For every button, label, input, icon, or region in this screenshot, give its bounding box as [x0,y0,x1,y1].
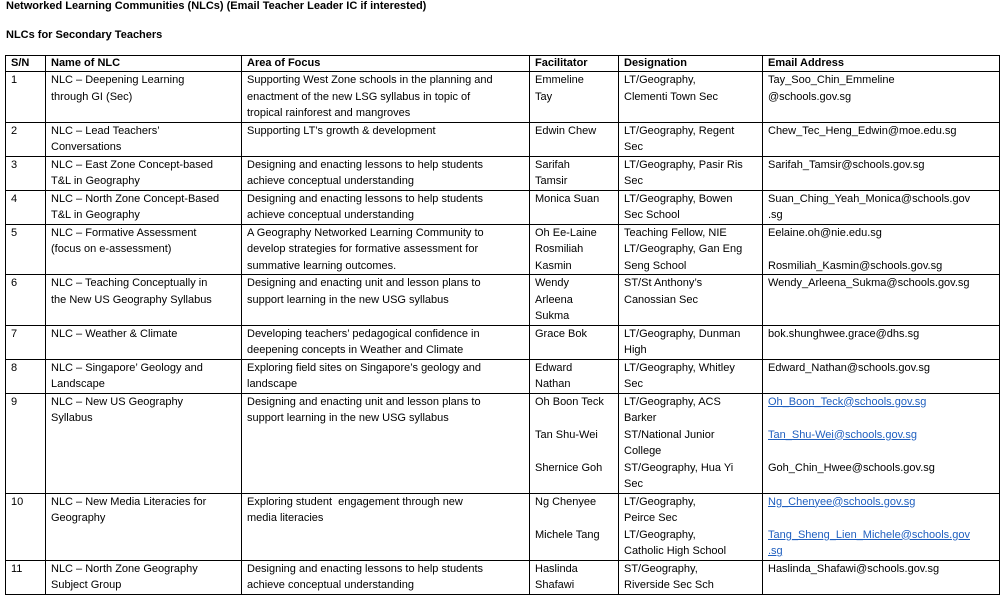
table-row [6,493,1000,560]
cell-sn: 4 [6,190,46,224]
cell-nlc-name: NLC – New US Geography Syllabus [46,393,242,493]
cell-email: Edward_Nathan@schools.gov.sg [763,359,1000,393]
table-row [6,359,1000,393]
cell-nlc-name: NLC – Lead Teachers’ Conversations [46,122,242,156]
cell-facilitator: Grace Bok [530,325,619,359]
header-focus: Area of Focus [242,56,530,72]
cell-facilitator: Edward Nathan [530,359,619,393]
cell-facilitator: Sarifah Tamsir [530,156,619,190]
cell-nlc-name: NLC – Teaching Conceptually in the New US Geography Syllabus [46,275,242,326]
cell-email [763,393,1000,493]
email-text: Goh_Chin_Hwee@schools.gov.sg [768,461,935,474]
table-row [6,72,1000,123]
cell-designation: ST/Geography, Riverside Sec Sch [619,560,763,594]
table-row [6,393,1000,493]
cell-designation: LT/Geography, Clementi Town Sec [619,72,763,123]
cell-focus: Designing and enacting unit and lesson plans to support learning in the new USG syllabus [242,393,530,493]
cell-focus: Designing and enacting lessons to help students achieve conceptual understanding [242,190,530,224]
cell-designation: LT/Geography, Peirce Sec LT/Geography, Catholic High School [619,493,763,560]
cell-nlc-name: NLC – North Zone Geography Subject Group [46,560,242,594]
cell-sn: 7 [6,325,46,359]
cell-sn: 10 [6,493,46,560]
cell-email: Wendy_Arleena_Sukma@schools.gov.sg [763,275,1000,326]
cell-nlc-name: NLC – North Zone Concept-Based T&L in Geography [46,190,242,224]
cell-focus: Designing and enacting unit and lesson plans to support learning in the new USG syllabus [242,275,530,326]
email-link[interactable]: Tang_Sheng_Lien_Michele@schools.gov .sg [768,528,970,557]
cell-focus: Exploring student engagement through new media literacies [242,493,530,560]
cell-nlc-name: NLC – Singapore’ Geology and Landscape [46,359,242,393]
cell-nlc-name: NLC – Formative Assessment (focus on e-assessment) [46,224,242,275]
cell-sn: 5 [6,224,46,275]
cell-designation: ST/St Anthony’s Canossian Sec [619,275,763,326]
cell-email: Haslinda_Shafawi@schools.gov.sg [763,560,1000,594]
cell-nlc-name: NLC – Deepening Learning through GI (Sec) [46,72,242,123]
cell-sn: 2 [6,122,46,156]
cell-facilitator: Monica Suan [530,190,619,224]
cell-facilitator: Oh Ee-Laine Rosmiliah Kasmin [530,224,619,275]
header-email: Email Address [763,56,1000,72]
cell-focus: Supporting LT’s growth & development [242,122,530,156]
header-designation: Designation [619,56,763,72]
cell-designation: Teaching Fellow, NIE LT/Geography, Gan Eng Seng School [619,224,763,275]
cell-email: Eelaine.oh@nie.edu.sg Rosmiliah_Kasmin@schools.gov.sg [763,224,1000,275]
cell-sn: 8 [6,359,46,393]
email-link[interactable]: Tan_Shu-Wei@schools.gov.sg [768,428,917,441]
cell-nlc-name: NLC – Weather & Climate [46,325,242,359]
table-row [6,190,1000,224]
cell-sn: 6 [6,275,46,326]
cell-designation: LT/Geography, Whitley Sec [619,359,763,393]
cell-email: Sarifah_Tamsir@schools.gov.sg [763,156,1000,190]
section-subtitle: NLCs for Secondary Teachers [6,29,163,41]
table-row [6,275,1000,326]
cell-designation: LT/Geography, Regent Sec [619,122,763,156]
cell-facilitator: Emmeline Tay [530,72,619,123]
table-row [6,325,1000,359]
cell-nlc-name: NLC – East Zone Concept-based T&L in Geography [46,156,242,190]
table-row [6,156,1000,190]
header-facilitator: Facilitator [530,56,619,72]
cell-focus: A Geography Networked Learning Community to develop strategies for formative assessment for summative learning outcomes. [242,224,530,275]
cell-focus: Developing teachers’ pedagogical confidence in deepening concepts in Weather and Climate [242,325,530,359]
table-row [6,224,1000,275]
cell-facilitator: Haslinda Shafawi [530,560,619,594]
cell-sn: 1 [6,72,46,123]
cell-focus: Exploring field sites on Singapore’s geology and landscape [242,359,530,393]
cell-facilitator: Ng Chenyee Michele Tang [530,493,619,560]
header-name: Name of NLC [46,56,242,72]
cell-designation: LT/Geography, Pasir Ris Sec [619,156,763,190]
cell-focus: Designing and enacting lessons to help students achieve conceptual understanding [242,156,530,190]
cell-facilitator: Wendy Arleena Sukma [530,275,619,326]
table-header-row [6,56,1000,72]
cell-email: Chew_Tec_Heng_Edwin@moe.edu.sg [763,122,1000,156]
cell-designation: LT/Geography, Dunman High [619,325,763,359]
cell-facilitator: Edwin Chew [530,122,619,156]
cell-sn: 11 [6,560,46,594]
cell-designation: LT/Geography, Bowen Sec School [619,190,763,224]
page-title: Networked Learning Communities (NLCs) (Email Teacher Leader IC if interested) [6,0,427,12]
header-sn: S/N [6,56,46,72]
table-row [6,560,1000,594]
cell-focus: Designing and enacting lessons to help students achieve conceptual understanding [242,560,530,594]
cell-sn: 9 [6,393,46,493]
cell-email: bok.shunghwee.grace@dhs.sg [763,325,1000,359]
cell-facilitator: Oh Boon Teck Tan Shu-Wei Shernice Goh [530,393,619,493]
table-row [6,122,1000,156]
cell-focus: Supporting West Zone schools in the planning and enactment of the new LSG syllabus in topic of tropical rainforest and mangroves [242,72,530,123]
cell-email: Tay_Soo_Chin_Emmeline @schools.gov.sg [763,72,1000,123]
email-link[interactable]: Oh_Boon_Teck@schools.gov.sg [768,395,927,408]
cell-designation: LT/Geography, ACS Barker ST/National Junior College ST/Geography, Hua Yi Sec [619,393,763,493]
nlc-table [5,55,1000,595]
cell-email [763,493,1000,560]
email-link[interactable]: Ng_Chenyee@schools.gov.sg [768,495,916,508]
cell-email: Suan_Ching_Yeah_Monica@schools.gov .sg [763,190,1000,224]
cell-nlc-name: NLC – New Media Literacies for Geography [46,493,242,560]
cell-sn: 3 [6,156,46,190]
